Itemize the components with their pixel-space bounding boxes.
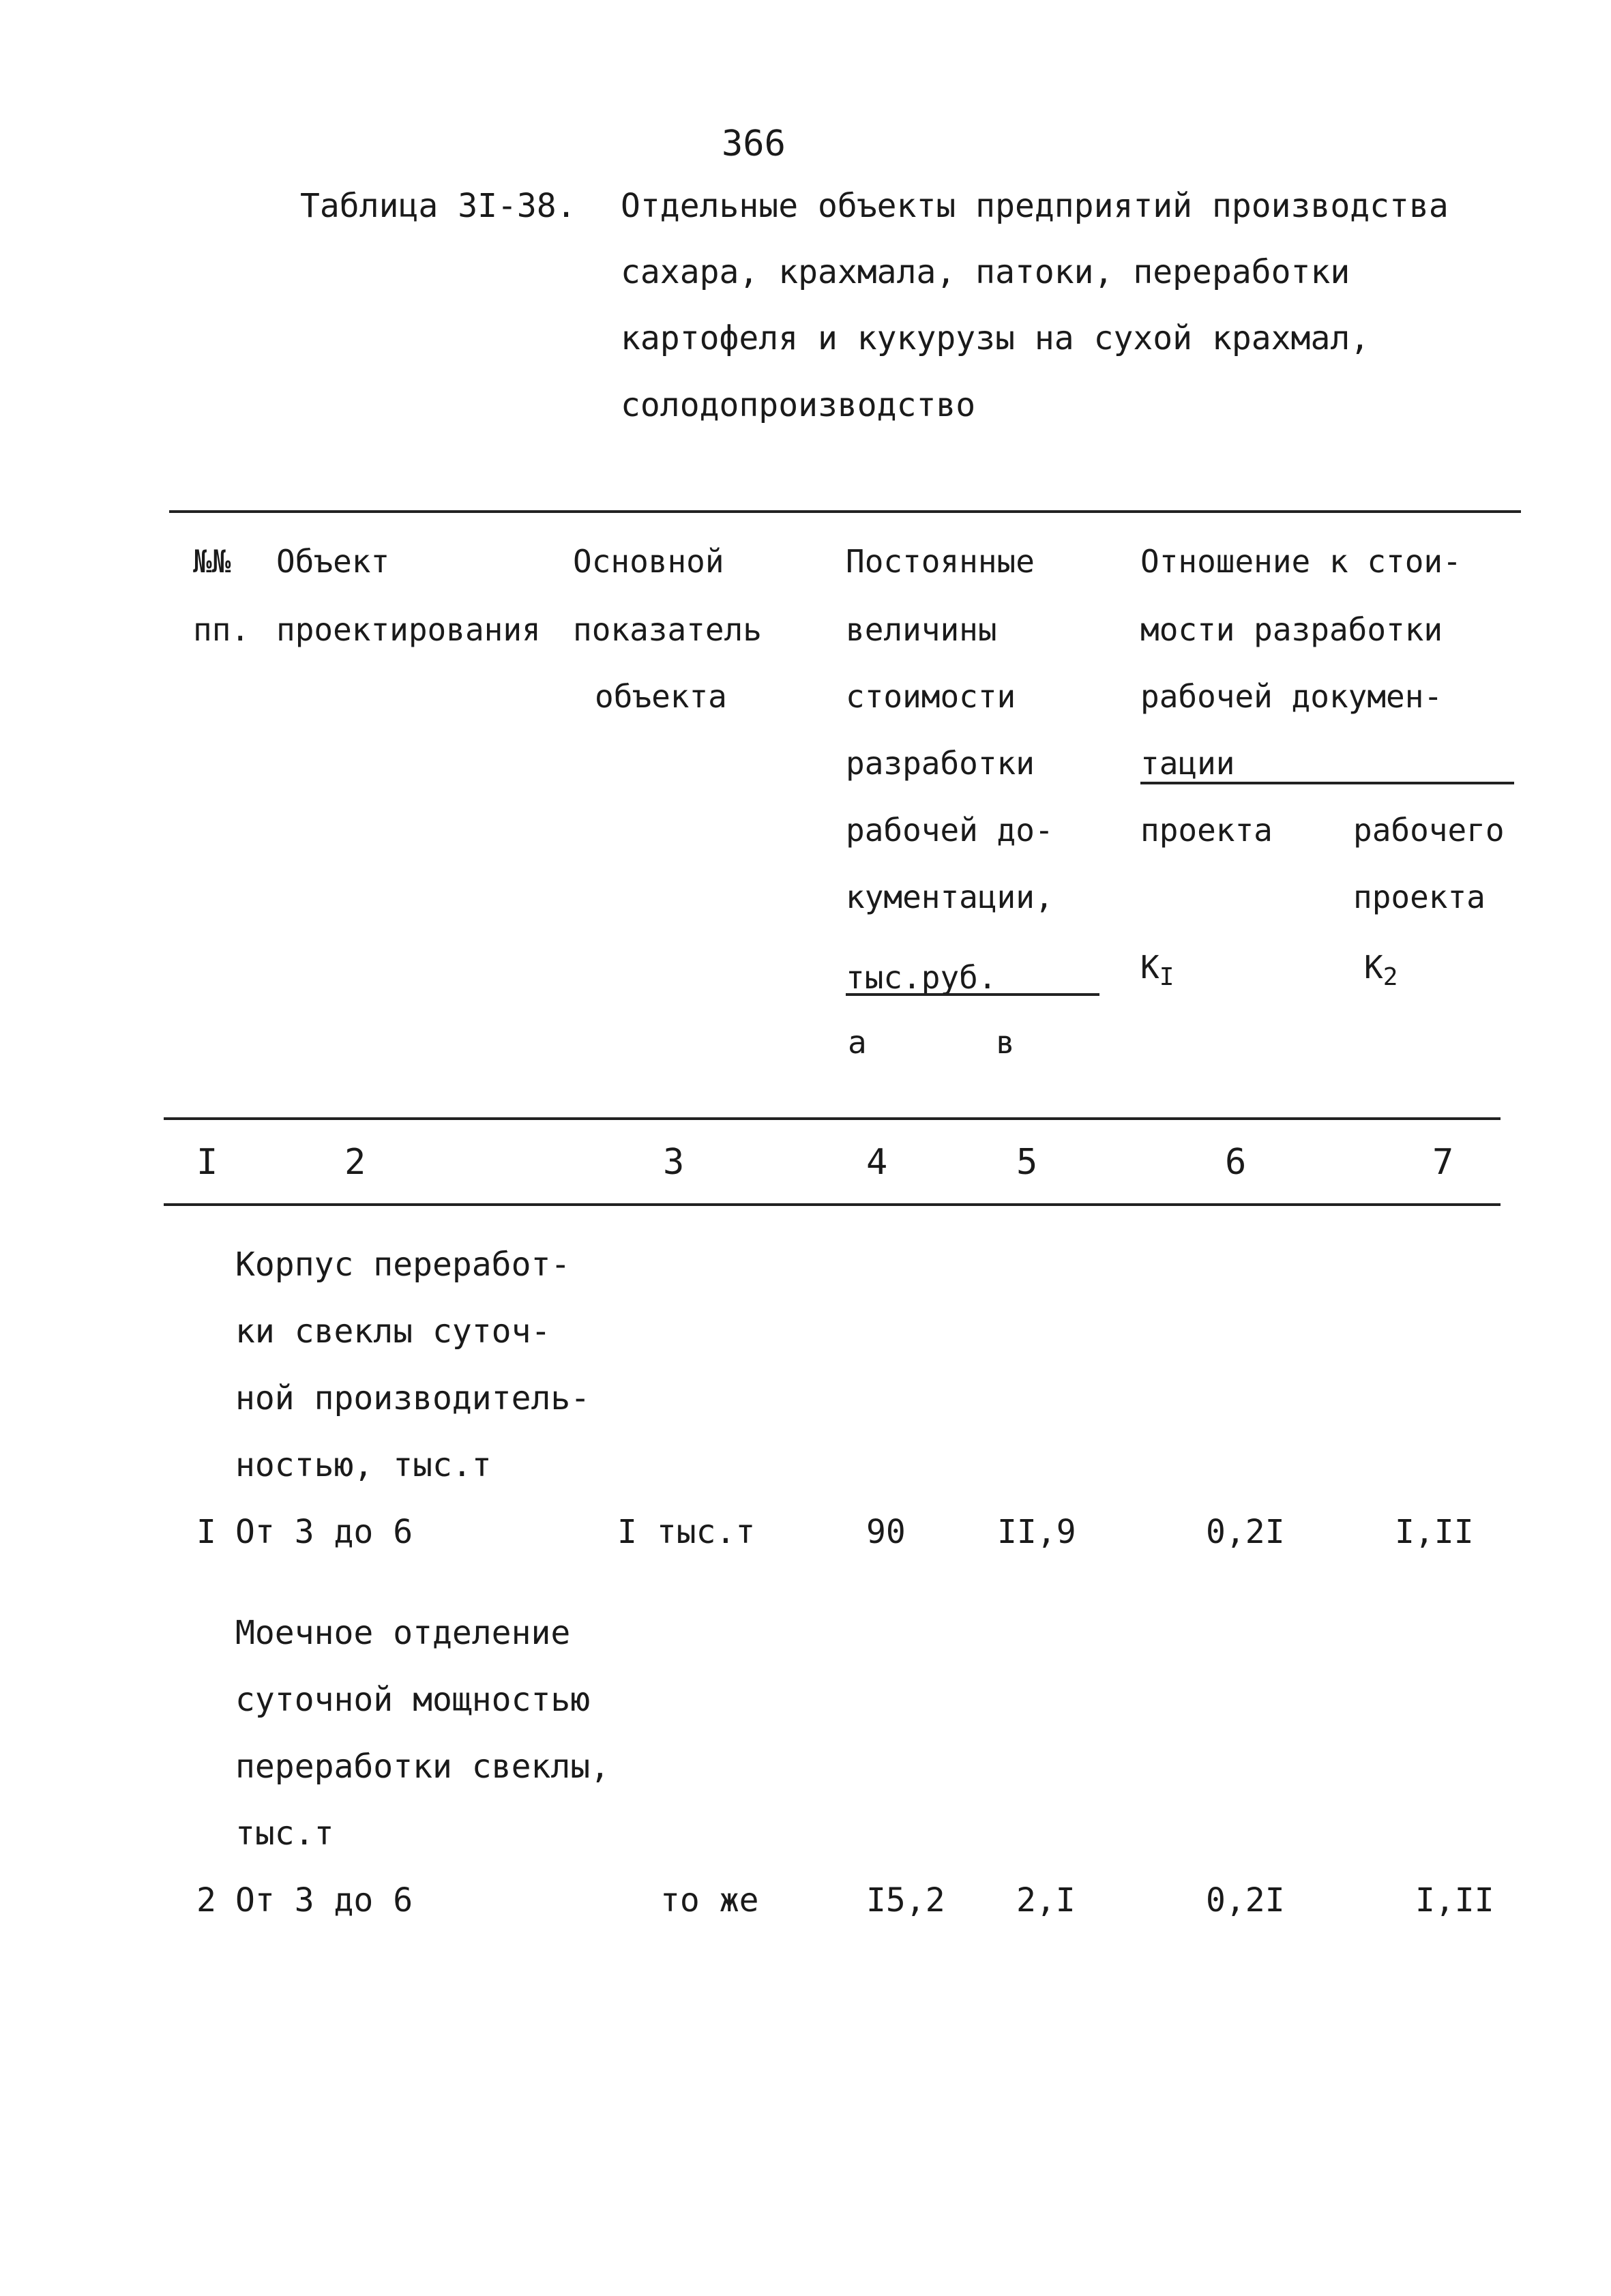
column-number: 3	[663, 1142, 685, 1183]
header-col67-line: тации	[1140, 745, 1235, 782]
header-col1-line: №№	[193, 543, 231, 580]
header-col7-line: проекта	[1353, 879, 1486, 915]
header-col45-line: стоимости	[846, 678, 1016, 715]
row-value-a: 90	[866, 1513, 906, 1551]
row-value-b: II,9	[997, 1513, 1076, 1551]
row-description-line: переработки свеклы,	[235, 1748, 610, 1786]
header-col5-letter: в	[996, 1024, 1015, 1061]
row-value-k2: I,II	[1395, 1513, 1474, 1551]
header-col45-line: величины	[846, 611, 997, 648]
header-col6-symbol	[1140, 949, 1174, 991]
column-number: 2	[344, 1142, 366, 1183]
header-col7-symbol	[1364, 949, 1398, 991]
column-numbers-rule	[164, 1203, 1501, 1206]
header-col45-underline	[846, 993, 1099, 996]
row-value-k1: 0,2I	[1206, 1881, 1285, 1919]
header-col67-line: Отношение к стои-	[1140, 543, 1462, 580]
row-object: От 3 до 6	[235, 1513, 413, 1551]
row-description-line: ной производитель-	[235, 1379, 591, 1417]
row-object: От 3 до 6	[235, 1881, 413, 1919]
row-description-line: Корпус переработ-	[235, 1246, 571, 1284]
table-title-line: сахара, крахмала, патоки, переработки	[621, 253, 1350, 291]
row-description-line: Моечное отделение	[235, 1614, 571, 1652]
header-bottom-rule	[164, 1117, 1501, 1120]
row-indicator: I тыс.т	[617, 1513, 756, 1551]
header-col7-k: K	[1364, 949, 1383, 986]
row-description-line: суточной мощностью	[235, 1681, 591, 1719]
row-number: I	[196, 1513, 216, 1551]
table-title-line: солодопроизводство	[621, 386, 976, 424]
table-label: Таблица 3I-38.	[300, 187, 576, 225]
header-col67-line: мости разработки	[1140, 611, 1443, 648]
table-title-line: картофеля и кукурузы на сухой крахмал,	[621, 319, 1370, 357]
header-col45-line: рабочей до-	[846, 812, 1054, 849]
row-description-line: тыс.т	[235, 1814, 334, 1853]
header-col4-letter: а	[848, 1024, 867, 1061]
row-description-line: ки свеклы суточ-	[235, 1312, 551, 1351]
table-title-line: Отдельные объекты предприятий производства	[621, 187, 1449, 225]
row-indicator: то же	[660, 1881, 759, 1919]
header-col67-line: рабочей докумен-	[1140, 678, 1443, 715]
column-number: 4	[866, 1142, 888, 1183]
row-number: 2	[196, 1881, 216, 1919]
header-col7-subscript: 2	[1383, 963, 1398, 991]
header-col45-line: разработки	[846, 745, 1035, 782]
header-col45-line: Постоянные	[846, 543, 1035, 580]
header-col2-line: проектирования	[276, 611, 541, 648]
header-col3-line: показатель	[573, 611, 762, 648]
row-value-k2: I,II	[1415, 1881, 1494, 1919]
header-col45-line: кументации,	[846, 879, 1054, 915]
row-value-a: I5,2	[866, 1881, 945, 1919]
header-col6-subscript: I	[1159, 963, 1174, 991]
row-value-b: 2,I	[1016, 1881, 1076, 1919]
column-number: 6	[1225, 1142, 1247, 1183]
column-number: I	[196, 1142, 218, 1183]
header-col67-underline	[1140, 782, 1514, 784]
header-col6-k: K	[1140, 949, 1159, 986]
header-col3-line: Основной	[573, 543, 724, 580]
row-description-line: ностью, тыс.т	[235, 1446, 492, 1484]
column-number: 5	[1016, 1142, 1038, 1183]
header-col1-line: пп.	[193, 611, 250, 648]
header-col2-line: Объект	[276, 543, 390, 580]
table-top-rule	[169, 510, 1521, 513]
header-col45-unit: тыс.руб.	[846, 959, 997, 996]
column-number: 7	[1432, 1142, 1454, 1183]
page-number: 366	[722, 123, 786, 164]
row-value-k1: 0,2I	[1206, 1513, 1285, 1551]
header-col7-line: рабочего	[1353, 812, 1505, 849]
header-col3-line: объекта	[595, 678, 727, 715]
header-col6-line: проекта	[1140, 812, 1273, 849]
